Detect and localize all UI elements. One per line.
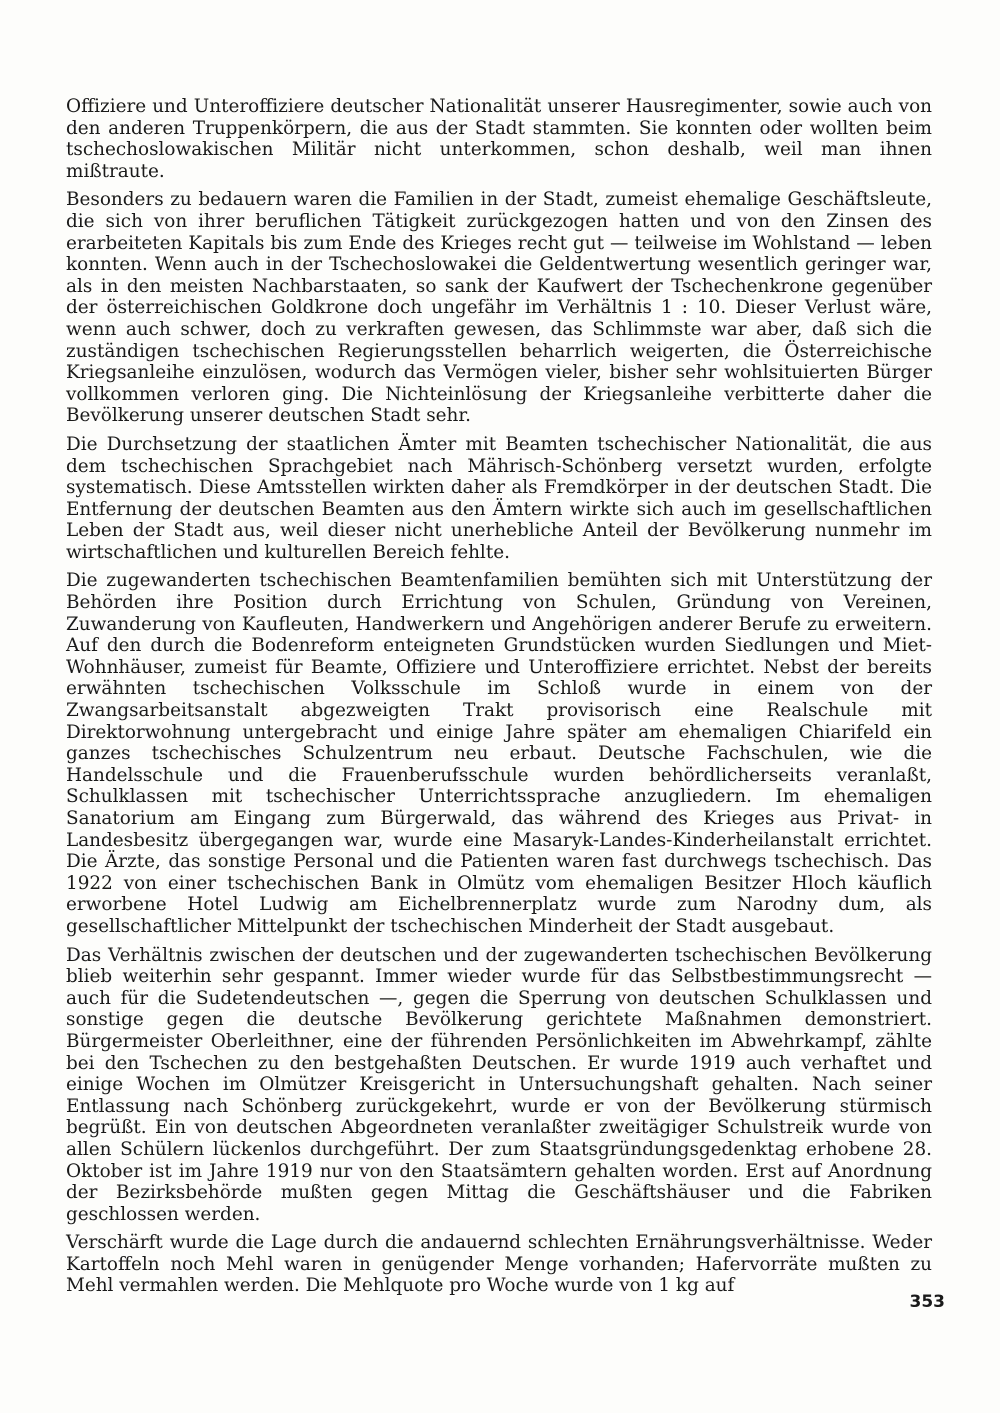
page-number: 353 [909, 1292, 945, 1312]
paragraph-3: Die Durchsetzung der staatlichen Ämter mit Beamten tschechischer Nationalität, die aus dem tschechischen Sprachgebiet nach Mährisch-Schönberg versetzt wurden, erfolgte systematisch. Diese Amtsstellen wirkten daher als Fremdkörper in der deutschen Stadt. Die Entfernung der deutschen Beamten aus den Ämtern wirkte sich auch im gesellschaftlichen Leben der Stadt aus, weil dieser nicht unerhebliche Anteil der Bevölkerung nunmehr im wirtschaftlichen und kulturellen Bereich fehlte. [66, 433, 932, 563]
paragraph-2: Besonders zu bedauern waren die Familien in der Stadt, zumeist ehemalige Geschäftsleute, die sich von ihrer beruflichen Tätigkeit zurückgezogen hatten und von den Zinsen des erarbeiteten Kapitals bis zum Ende des Krieges recht gut — teilweise im Wohlstand — leben konnten. Wenn auch in der Tschechoslowakei die Geldentwertung wesentlich geringer war, als in den meisten Nachbarstaaten, so sank der Kaufwert der Tschechenkrone gegenüber der österreichischen Goldkrone doch ungefähr im Verhältnis 1 : 10. Dieser Verlust wäre, wenn auch schwer, doch zu verkraften gewesen, das Schlimmste war aber, daß sich die zuständigen tschechischen Regierungsstellen beharrlich weigerten, die Österreichische Kriegsanleihe einzulösen, wodurch das Vermögen vieler, bisher sehr wohlsituierten Bürger vollkommen verloren ging. Die Nichteinlösung der Kriegsanleihe verbitterte daher die Bevölkerung unserer deutschen Stadt sehr. [66, 189, 932, 427]
paragraph-4: Die zugewanderten tschechischen Beamtenfamilien bemühten sich mit Unterstützung der Behörden ihre Position durch Errichtung von Schulen, Gründung von Vereinen, Zuwanderung von Kaufleuten, Handwerkern und Angehörigen anderer Berufe zu erweitern. Auf den durch die Bodenreform enteigneten Grundstücken wurden Siedlungen und Miet-Wohnhäuser, zumeist für Beamte, Offiziere und Unteroffiziere errichtet. Nebst der bereits erwähnten tschechischen Volksschule im Schloß wurde in einem von der Zwangsarbeitsanstalt abgezweigten Trakt provisorisch eine Realschule mit Direktorwohnung untergebracht und einige Jahre später am ehemaligen Chiarifeld ein ganzes tschechisches Schulzentrum neu erbaut. Deutsche Fachschulen, wie die Handelsschule und die Frauenberufsschule wurden behördlicherseits veranlaßt, Schulklassen mit tschechischer Unterrichtssprache anzugliedern. Im ehemaligen Sanatorium am Eingang zum Bürgerwald, das während des Krieges aus Privat- in Landesbesitz übergegangen war, wurde eine Masaryk-Landes-Kinderheilanstalt errichtet. Die Ärzte, das sonstige Personal und die Patienten waren fast durchwegs tschechisch. Das 1922 von einer tschechischen Bank in Olmütz vom ehemaligen Besitzer Hloch käuflich erworbene Hotel Ludwig am Eichelbrennerplatz wurde zum Narodny dum, als gesellschaftlicher Mittelpunkt der tschechischen Minderheit der Stadt ausgebaut. [66, 570, 932, 937]
paragraph-6: Verschärft wurde die Lage durch die andauernd schlechten Ernährungsverhältnisse. Weder Kartoffeln noch Mehl waren in genügender Menge vorhanden; Hafervorräte mußten zu Mehl vermahlen werden. Die Mehlquote pro Woche wurde von 1 kg auf [66, 1232, 932, 1297]
page-body [66, 96, 932, 1304]
paragraph-1: Offiziere und Unteroffiziere deutscher Nationalität unserer Hausregimenter, sowie auch von den anderen Truppenkörpern, die aus der Stadt stammten. Sie konnten oder wollten beim tschechoslowakischen Militär nicht unterkommen, schon deshalb, weil man ihnen mißtraute. [66, 96, 932, 182]
paragraph-5: Das Verhältnis zwischen der deutschen und der zugewanderten tschechischen Bevölkerung blieb weiterhin sehr gespannt. Immer wieder wurde für das Selbstbestimmungsrecht — auch für die Sudetendeutschen —, gegen die Sperrung von deutschen Schulklassen und sonstige gegen die deutsche Bevölkerung gerichtete Maßnahmen demonstriert. Bürgermeister Oberleithner, eine der führenden Persönlichkeiten im Abwehrkampf, zählte bei den Tschechen zu den bestgehaßten Deutschen. Er wurde 1919 auch verhaftet und einige Wochen im Olmützer Kreisgericht in Untersuchungshaft gehalten. Nach seiner Entlassung nach Schönberg zurückgekehrt, wurde er von der Bevölkerung stürmisch begrüßt. Ein von deutschen Abgeordneten veranlaßter zweitägiger Schulstreik wurde von allen Schülern lückenlos durchgeführt. Der zum Staatsgründungsgedenktag erhobene 28. Oktober ist im Jahre 1919 nur von den Staatsämtern gehalten worden. Erst auf Anordnung der Bezirksbehörde mußten gegen Mittag die Geschäftshäuser und die Fabriken geschlossen werden. [66, 944, 932, 1225]
